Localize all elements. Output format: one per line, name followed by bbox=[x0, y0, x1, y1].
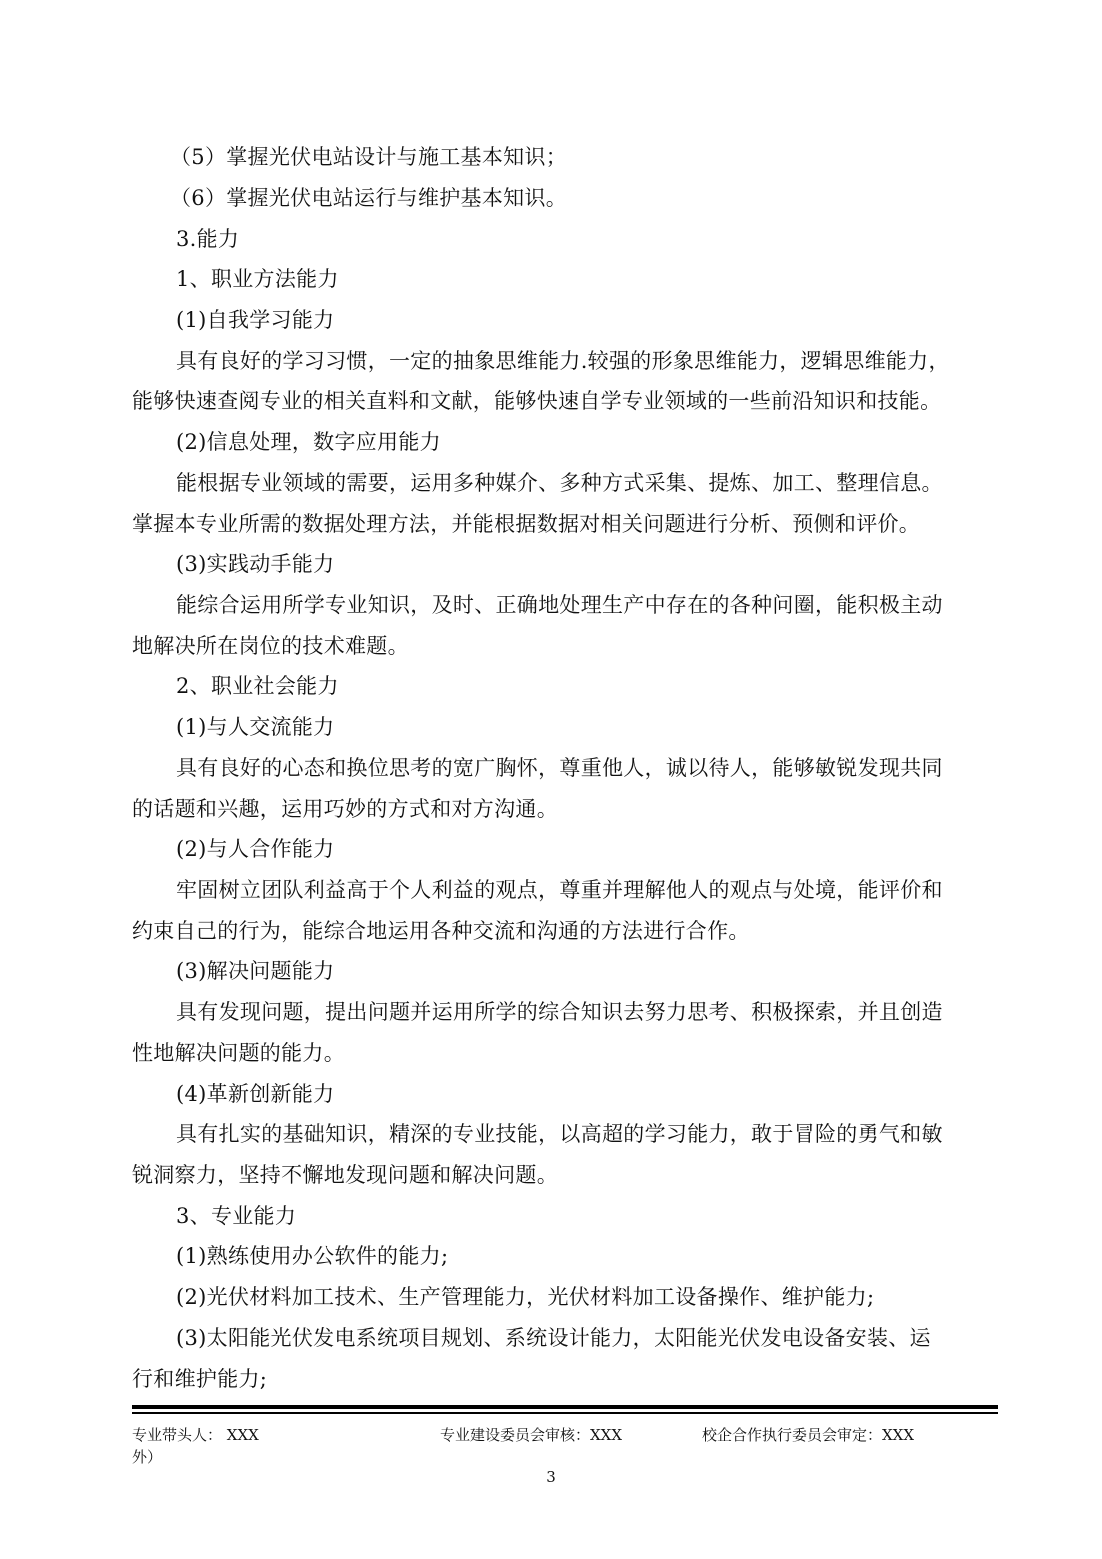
paragraph-line: 能综合运用所学专业知识，及时、正确地处理生产中存在的各种问圈，能积极主动 bbox=[176, 593, 943, 617]
item-heading-practice: (3)实践动手能力 bbox=[176, 552, 335, 576]
list-item: (1)熟练使用办公软件的能力; bbox=[176, 1244, 449, 1268]
item-heading-cooperation: (2)与人合作能力 bbox=[176, 837, 335, 861]
knowledge-item-6: （6）掌握光伏电站运行与维护基本知识。 bbox=[170, 186, 568, 210]
item-heading-problem-solving: (3)解决问题能力 bbox=[176, 959, 335, 983]
paragraph-line: 具有扎实的基础知识，精深的专业技能，以高超的学习能力，敢于冒险的勇气和敏 bbox=[176, 1122, 943, 1146]
paragraph-line: 能根据专业领域的需要，运用多种媒介、多种方式采集、提炼、加工、整理信息。 bbox=[176, 471, 943, 495]
footer-rule-thick bbox=[132, 1405, 998, 1409]
subheading-method-ability: 1、职业方法能力 bbox=[176, 267, 339, 291]
paragraph-line: 能够快速查阅专业的相关直料和文献，能够快速自学专业领域的一些前沿知识和技能。 bbox=[132, 389, 942, 413]
paragraph-line: 行和维护能力; bbox=[132, 1367, 268, 1391]
item-heading-self-learning: (1)自我学习能力 bbox=[176, 308, 335, 332]
paragraph-line: 牢固树立团队利益高于个人利益的观点，尊重并理解他人的观点与处境，能评价和 bbox=[176, 878, 943, 902]
knowledge-item-5: （5）掌握光伏电站设计与施工基本知识； bbox=[170, 145, 568, 169]
paragraph-line: 具有良好的心态和换位思考的宽广胸怀，尊重他人，诚以待人，能够敏锐发现共同 bbox=[176, 756, 943, 780]
item-heading-innovation: (4)革新创新能力 bbox=[176, 1082, 335, 1106]
subheading-professional-ability: 3、专业能力 bbox=[176, 1204, 297, 1228]
footer-leader-continuation: 外） bbox=[132, 1448, 163, 1466]
subheading-social-ability: 2、职业社会能力 bbox=[176, 674, 339, 698]
list-item: (3)太阳能光伏发电系统项目规划、系统设计能力，太阳能光伏发电设备安装、运 bbox=[176, 1326, 931, 1350]
paragraph-line: 约束自己的行为，能综合地运用各种交流和沟通的方法进行合作。 bbox=[132, 919, 750, 943]
item-heading-communication: (1)与人交流能力 bbox=[176, 715, 335, 739]
footer-rule-thin bbox=[132, 1412, 998, 1414]
section-heading-ability: 3.能力 bbox=[176, 227, 240, 251]
page-number: 3 bbox=[546, 1468, 556, 1486]
item-heading-info-processing: (2)信息处理，数字应用能力 bbox=[176, 430, 441, 454]
list-item: (2)光伏材料加工技术、生产管理能力，光伏材料加工设备操作、维护能力; bbox=[176, 1285, 875, 1309]
paragraph-line: 地解决所在岗位的技术难题。 bbox=[132, 634, 409, 658]
paragraph-line: 具有发现问题，提出问题并运用所学的综合知识去努力思考、积极探索，并且创造 bbox=[176, 1000, 943, 1024]
footer-review: 专业建设委员会审核：XXX bbox=[440, 1426, 623, 1444]
paragraph-line: 掌握本专业所需的数据处理方法，并能根据数据对相关问题进行分析、预侧和评价。 bbox=[132, 512, 921, 536]
footer-leader: 专业带头人： XXX bbox=[132, 1426, 259, 1444]
paragraph-line: 锐洞察力，坚持不懈地发现问题和解决问题。 bbox=[132, 1163, 558, 1187]
paragraph-line: 性地解决问题的能力。 bbox=[132, 1041, 345, 1065]
paragraph-line: 具有良好的学习习惯，一定的抽象思维能力.较强的形象思维能力，逻辑思维能力， bbox=[176, 349, 950, 373]
paragraph-line: 的话题和兴趣，运用巧妙的方式和对方沟通。 bbox=[132, 797, 558, 821]
footer-approve: 校企合作执行委员会审定：XXX bbox=[702, 1426, 915, 1444]
